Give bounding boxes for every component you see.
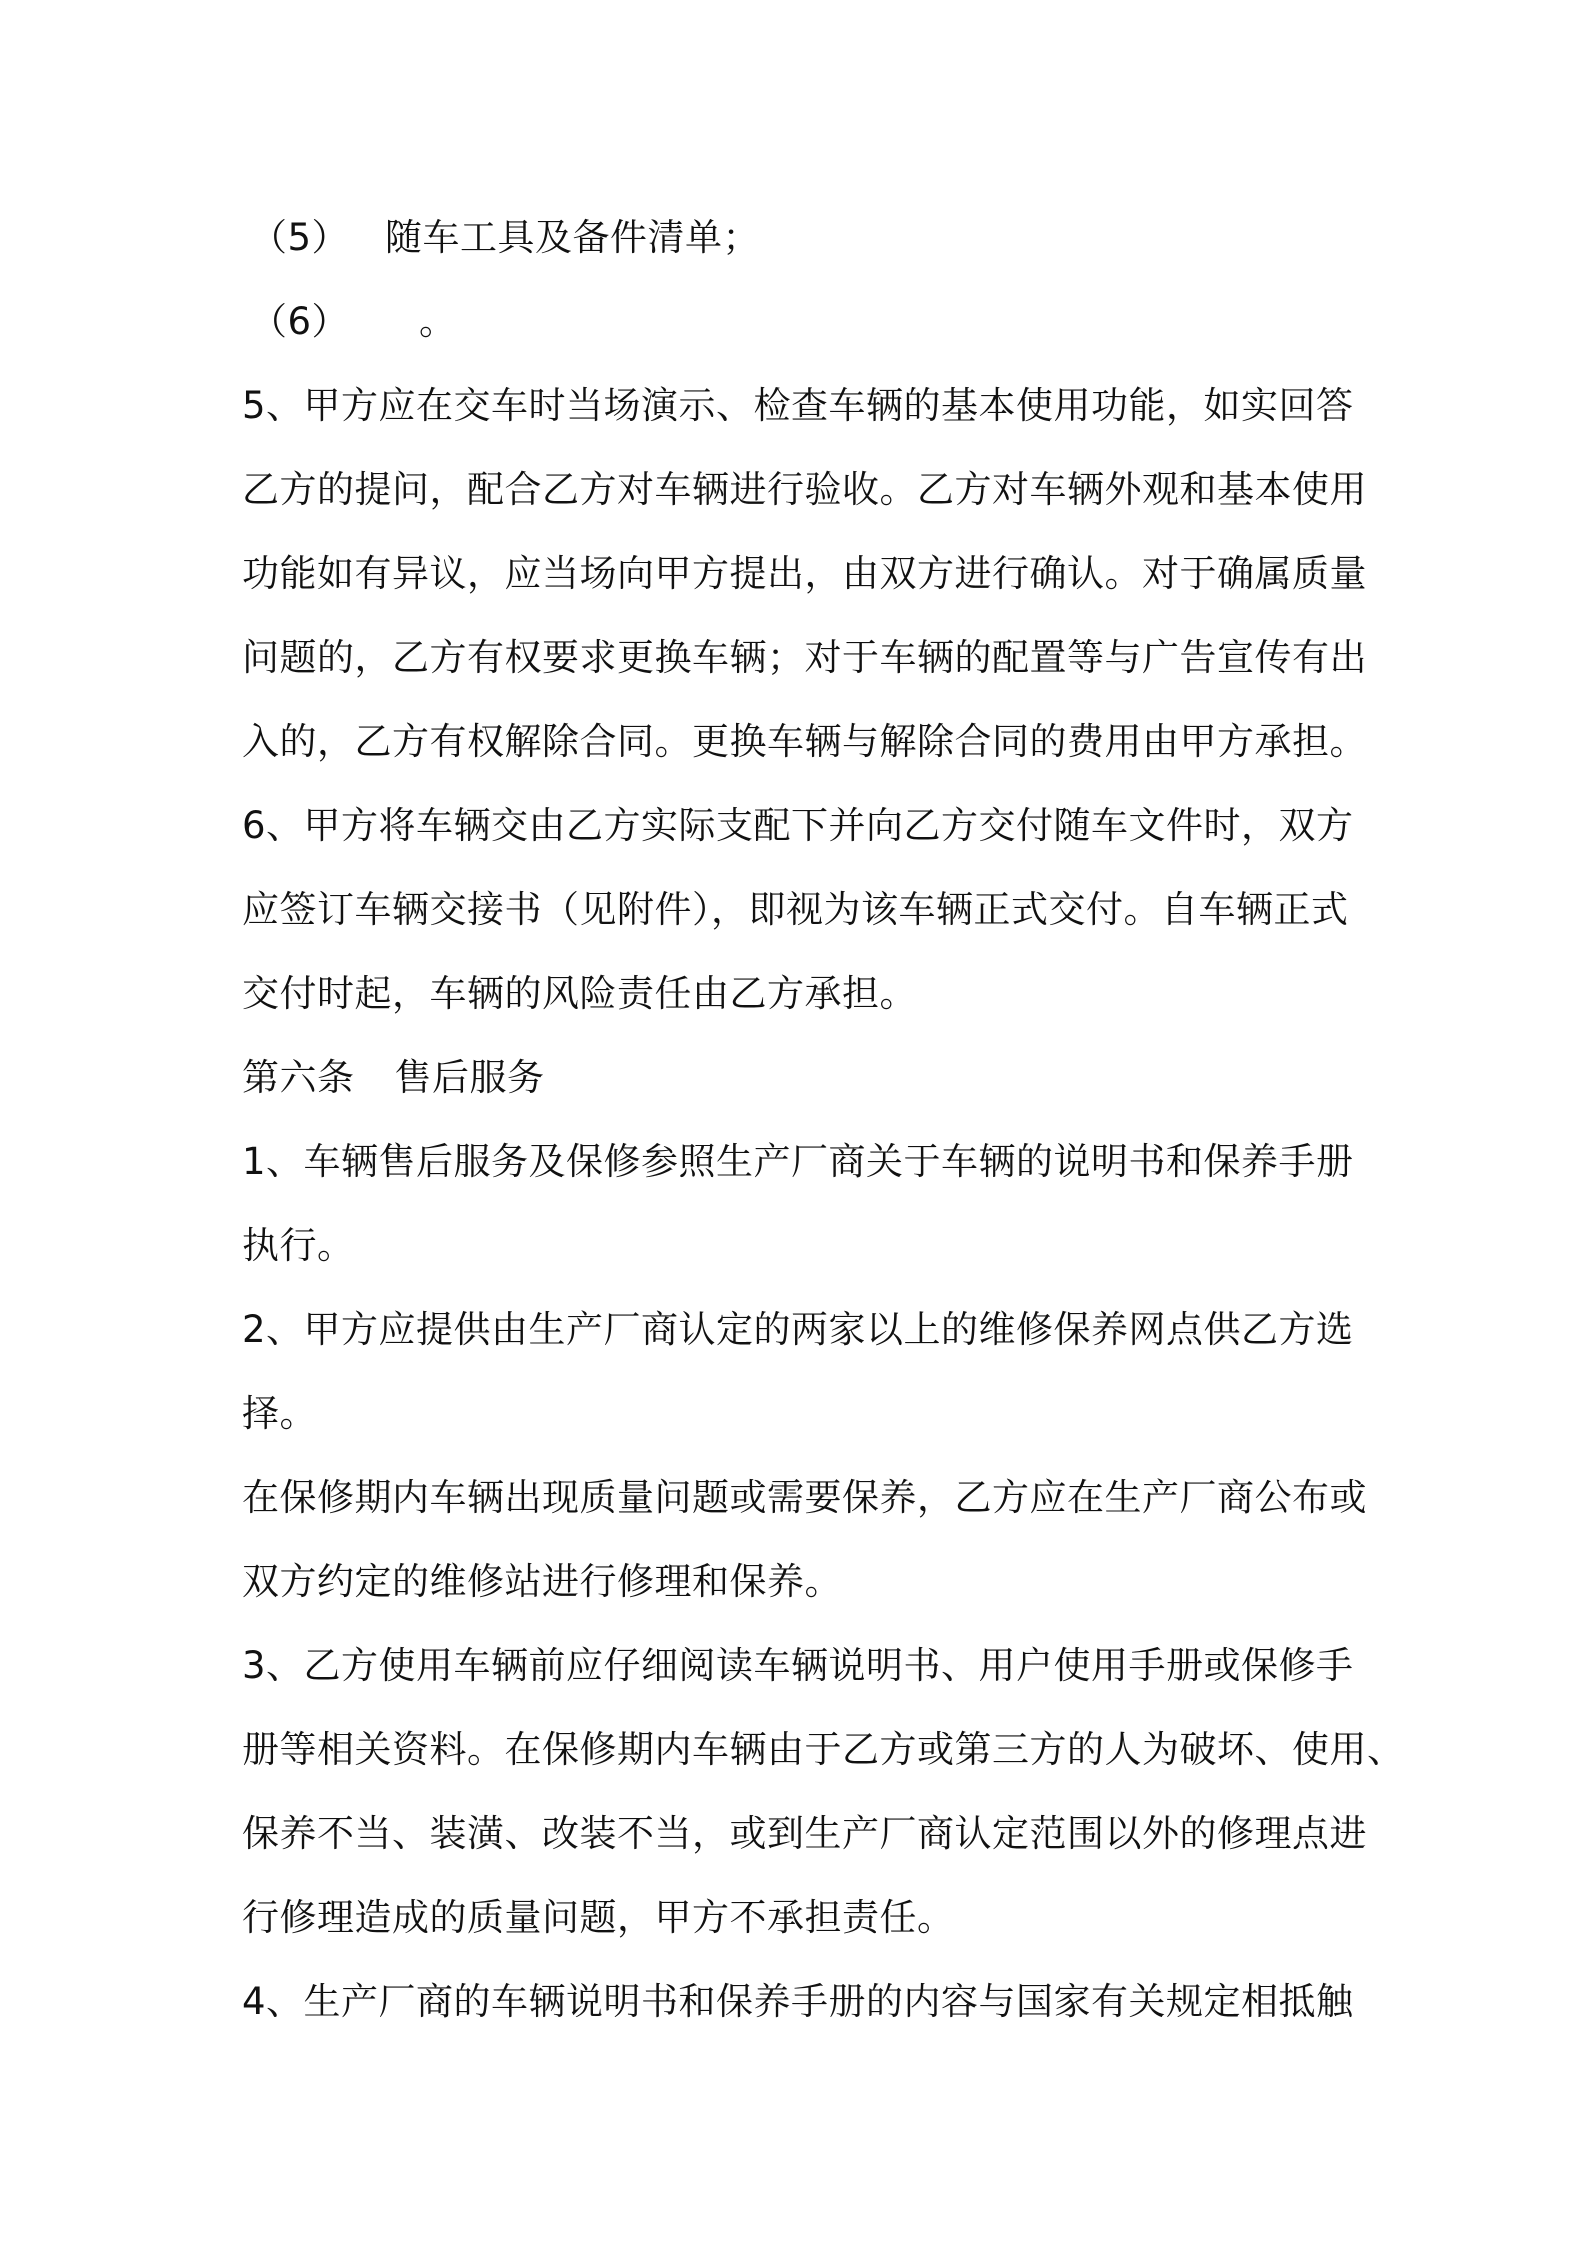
list-text: 。: [419, 300, 457, 343]
text-line: 2、甲方应提供由生产厂商认定的两家以上的维修保养网点供乙方选: [242, 1308, 1354, 1351]
document-page: [242, 196, 1405, 2044]
text-line: 应签订车辆交接书（见附件），即视为该车辆正式交付。自车辆正式: [242, 888, 1349, 931]
text-line: 册等相关资料。在保修期内车辆由于乙方或第三方的人为破坏、使用、: [242, 1728, 1405, 1771]
article-title: 售后服务: [394, 1056, 545, 1099]
text-line: 6、甲方将车辆交由乙方实际支配下并向乙方交付随车文件时，双方: [242, 804, 1354, 847]
list-number: （6）: [250, 300, 350, 343]
text-line: 5、甲方应在交车时当场演示、检查车辆的基本使用功能，如实回答: [242, 384, 1354, 427]
text-line: 问题的，乙方有权要求更换车辆；对于车辆的配置等与广告宣传有出: [242, 636, 1367, 679]
list-item-6: [242, 280, 1362, 364]
text-line: 1、车辆售后服务及保修参照生产厂商关于车辆的说明书和保养手册: [242, 1140, 1354, 1183]
text-line: 交付时起，车辆的风险责任由乙方承担。: [242, 972, 917, 1015]
article-heading: [242, 1036, 1362, 1120]
text-line: 在保修期内车辆出现质量问题或需要保养，乙方应在生产厂商公布或: [242, 1476, 1367, 1519]
text-line: 行修理造成的质量问题，甲方不承担责任。: [242, 1896, 955, 1939]
text-line: 4、生产厂商的车辆说明书和保养手册的内容与国家有关规定相抵触: [242, 1980, 1354, 2023]
text-line: 择。: [242, 1392, 317, 1435]
text-line: 保养不当、装潢、改装不当，或到生产厂商认定范围以外的修理点进: [242, 1812, 1367, 1855]
text-line: 入的，乙方有权解除合同。更换车辆与解除合同的费用由甲方承担。: [242, 720, 1367, 763]
list-text: 随车工具及备件清单；: [385, 216, 761, 259]
text-line: 执行。: [242, 1224, 355, 1267]
text-line: 3、乙方使用车辆前应仔细阅读车辆说明书、用户使用手册或保修手: [242, 1644, 1354, 1687]
text-line: 乙方的提问，配合乙方对车辆进行验收。乙方对车辆外观和基本使用: [242, 468, 1367, 511]
list-number: （5）: [250, 216, 350, 259]
article-number: 第六条: [242, 1056, 355, 1099]
list-item-5: [242, 196, 1362, 280]
text-line: 双方约定的维修站进行修理和保养。: [242, 1560, 842, 1603]
text-line: 功能如有异议，应当场向甲方提出，由双方进行确认。对于确属质量: [242, 552, 1367, 595]
